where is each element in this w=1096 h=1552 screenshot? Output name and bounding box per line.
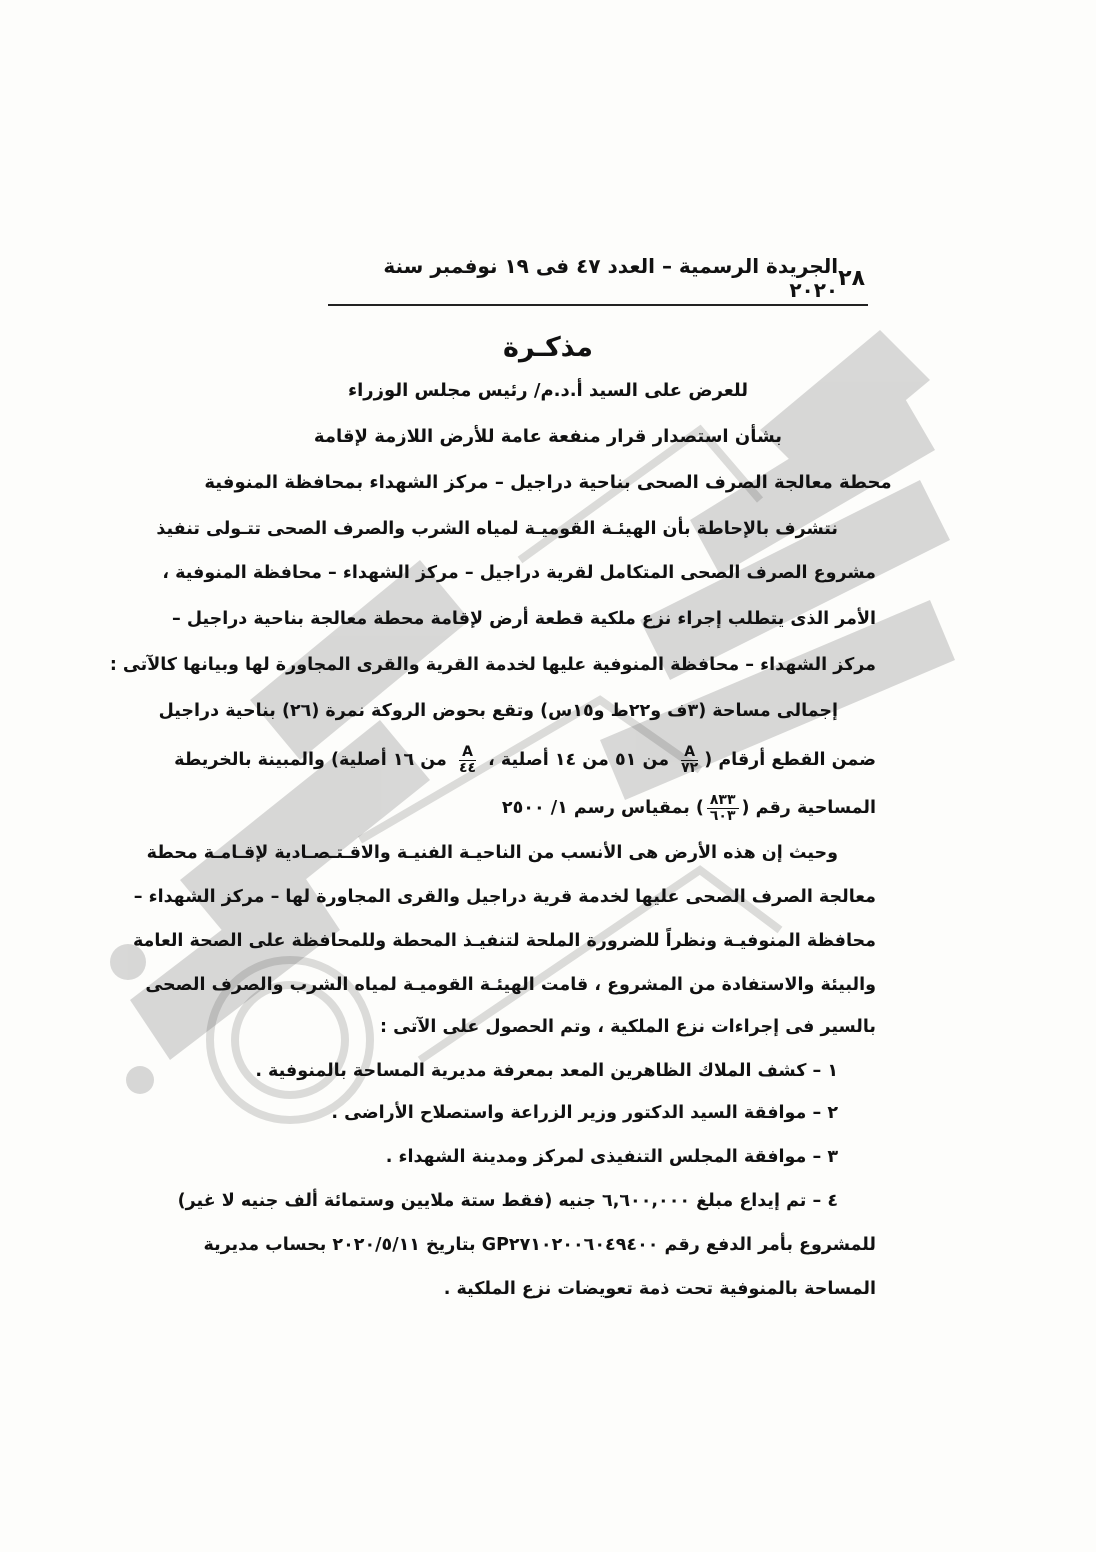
header-rule — [328, 304, 868, 306]
memo-subject-line-1: بشأن استصدار قرار منفعة عامة للأرض اللازمة لإقامة — [313, 426, 783, 447]
page-header — [330, 254, 865, 302]
paragraph-line: وحيث إن هذه الأرض هى الأنسب من الناحيـة الفنيـة والاقـتـصـادية لإقـامـة محطة — [146, 843, 838, 863]
running-title: الجريدة الرسمية – العدد ٤٧ فى ١٩ نوفمبر سنة ٢٠٢٠ — [383, 254, 839, 302]
fraction: $\frac{٨٣٣}{٦٠٣}$ — [707, 793, 739, 824]
list-item: ٣ – موافقة المجلس التنفيذى لمركز ومدينة الشهداء . — [385, 1147, 838, 1167]
paragraph-line: نتشرف بالإحاطة بأن الهيئـة القوميـة لمياه الشرب والصرف الصحى تتـولى تنفيذ — [156, 519, 838, 539]
list-item: ١ – كشف الملاك الظاهرين المعد بمعرفة مديرية المساحة بالمنوفية . — [255, 1061, 838, 1081]
paragraph-line: الأمر الذى يتطلب إجراء نزع ملكية قطعة أرض لإقامة محطة معالجة بناحية دراجيل – — [171, 609, 876, 629]
paragraph-line: محافظة المنوفيـة ونظراً للضرورة الملحة لتنفيـذ المحطة وللمحافظة على الصحة العامة — [132, 931, 876, 951]
page-number: ٢٨ — [838, 265, 865, 291]
fraction: $\frac{A}{٤٤}$ — [459, 743, 477, 776]
paragraph-line: معالجة الصرف الصحى عليها لخدمة قرية دراجيل والقرى المجاورة لها – مركز الشهداء – — [133, 887, 876, 907]
paragraph-line: والبيئة والاستفادة من المشروع ، قامت الهيئـة القوميـة لمياه الشرب والصرف الصحى — [145, 975, 876, 995]
paragraph-line: مركز الشهداء – محافظة المنوفية عليها لخدمة القرية والقرى المجاورة لها وبيانها كالآتى : — [109, 655, 876, 675]
memo-subject-line-2: محطة معالجة الصرف الصحى بناحية دراجيل – مركز الشهداء بمحافظة المنوفية — [204, 472, 892, 493]
fraction: $\frac{A}{٧٢}$ — [681, 743, 699, 776]
list-item: ٤ – تم إيداع مبلغ ٦,٦٠٠,٠٠٠ جنيه (فقط ستة ملايين وستمائة ألف جنيه لا غير) — [177, 1191, 838, 1211]
paragraph-line: للمشروع بأمر الدفع رقم GP٢٧١٠٢٠٠٦٠٤٩٤٠٠ بتاريخ ٢٠٢٠/٥/١١ بحساب مديرية — [203, 1235, 876, 1255]
parcel-numbers-line: ضمن القطع أرقام ( $\frac{A}{٧٢}$ من ٥١ من ١٤ أصلية ، $\frac{A}{٤٤}$ من ١٦ أصلية) والمبينة بالخريطة — [174, 743, 876, 776]
memo-addressee: للعرض على السيد أ.د.م/ رئيس مجلس الوزراء — [347, 380, 749, 401]
paragraph-line: مشروع الصرف الصحى المتكامل لقرية دراجيل – مركز الشهداء – محافظة المنوفية ، — [162, 563, 876, 583]
paragraph-line: بالسير فى إجراءات نزع الملكية ، وتم الحصول على الآتى : — [380, 1017, 876, 1037]
paragraph-line: إجمالى مساحة (٣ف و٢٢ط و١٥س) وتقع بحوض الروكة نمرة (٢٦) بناحية دراجيل — [158, 701, 838, 721]
paragraph-line: المساحة بالمنوفية تحت ذمة تعويضات نزع الملكية . — [443, 1279, 876, 1299]
list-item: ٢ – موافقة السيد الدكتور وزير الزراعة واستصلاح الأراضى . — [331, 1103, 838, 1123]
memo-title: مذكـرة — [503, 332, 593, 363]
map-number-line: المساحية رقم ( $\frac{٨٣٣}{٦٠٣}$ ) بمقياس رسم ١/ ٢٥٠٠ — [501, 791, 876, 824]
